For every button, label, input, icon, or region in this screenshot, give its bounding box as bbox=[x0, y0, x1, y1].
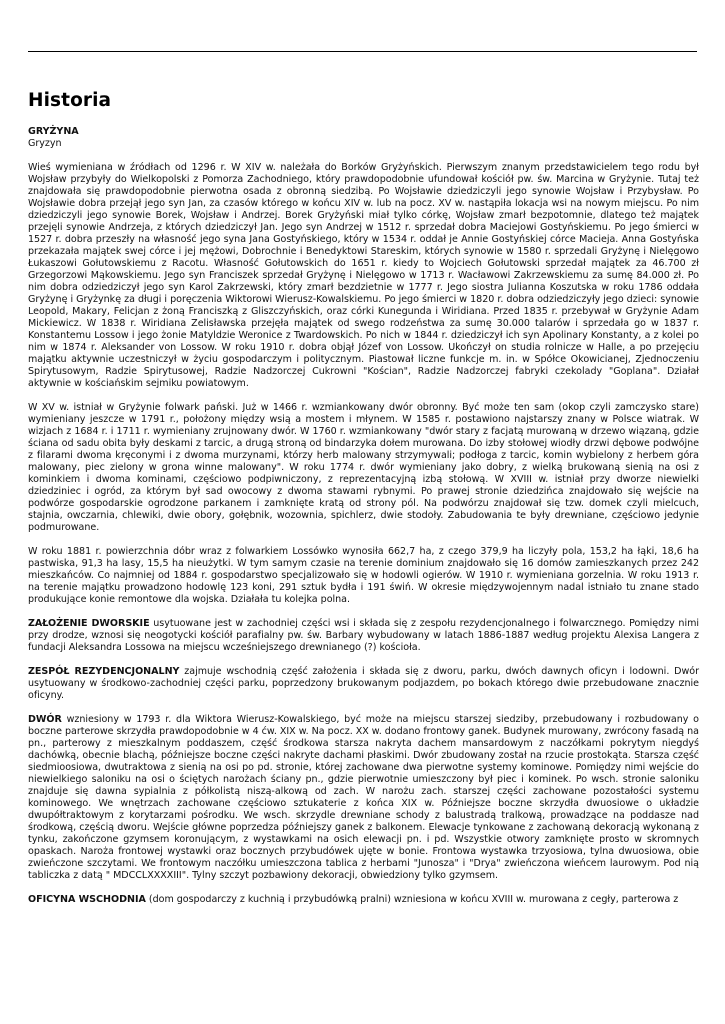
page-title: Historia bbox=[28, 90, 112, 111]
top-rule bbox=[28, 51, 697, 52]
article-body bbox=[28, 126, 699, 918]
section-zalozenie bbox=[28, 618, 699, 654]
section-text-oficyna: (dom gospodarczy z kuchnią i przybudówką pralni) wzniesiona w końcu XVIII w. murowana z cegły, parterowa z bbox=[145, 894, 679, 905]
section-heading-zespol: ZESPÓŁ REZYDENCJONALNY bbox=[28, 666, 180, 677]
section-text-zalozenie: usytuowane jest w zachodniej części wsi i składa się z zespołu rezydencjonalnego i folwarcznego. Pomiędzy nimi przy drodze, wznosi się neogotycki kościół parafialny pw. św. Barbary wybudowany w latach 1886-1887 według projektu Alexisa Langera z fundacji Aleksandra Lossowa na miejscu wcześniejszego drewnianego (?) kościoła. bbox=[28, 618, 699, 653]
section-heading-oficyna: OFICYNA WSCHODNIA bbox=[28, 894, 146, 905]
history-paragraph-1: Wieś wymieniana w źródłach od 1296 r. W XIV w. należała do Borków Gryżyńskich. Pierwszym znanym przedstawicielem tego rodu był Wojsław przybyły do Wielkopolski z Pomorza Zachodniego, który prawdopodobnie ufundował kościół pw. św. Marcina w Gryżynie. Tutaj też znajdowała się prawdopodobnie pierwotna osada z obronną siedzibą. Po Wojsławie dziedziczyli jego synowie Wojsław i Przybysław. Po Wojsławie dobra przejął jego syn Jan, za czasów którego w końcu XIV w. lub na pocz. XV w. nastąpiła lokacja wsi na nowym miejscu. Po nim dziedziczyli jego synowie Borek, Wojsław i Andrzej. Borek Gryżyński miał tylko córkę, Wojsław zmarł bezpotomnie, dlatego też majątek przejęli synowie Andrzeja, z których dziedziczył Jan. Jego syn Andrzej w 1512 r. sprzedał dobra Maciejowi Gostyńskiemu. Po jego śmierci w 1527 r. dobra przeszły na własność jego syna Jana Gostyńskiego, który w 1534 r. oddał je Annie Gostyńskiej córce Macieja. Anna Gostyńska przekazała majątek swej córce i jej mężowi, Dobrochnie i Benedyktowi Stareskim, których synowie w 1580 r. sprzedali Gryżynę i Nielęgowo Łukaszowi Gołutowskiemu z Racotu. Własność Gołutowskich do 1651 r. kiedy to Wojciech Gołutowski sprzedał majątek za 46.700 zł Grzegorzowi Mąkowskiemu. Jego syn Franciszek sprzedał Gryżynę i Nielęgowo w 1713 r. Wacławowi Zakrzewskiemu za sumę 84.000 zł. Po nim dobra odziedziczył jego syn Karol Zakrzewski, który zmarł bezdzietnie w 1777 r. Jego siostra Julianna Koszutska w roku 1786 oddała Gryżynę i Gryżynkę za długi i poręczenia Wiktorowi Wierusz-Kowalskiemu. Po jego śmierci w 1820 r. dobra odziedziczyły jego dzieci: synowie Leopold, Makary, Felicjan z żoną Franciszką z Gliszczyńskich, oraz córki Kunegunda i Wiridiana. Przed 1835 r. przebywał w Gryżynie Adam Mickiewicz. W 1838 r. Wiridiana Zelisławska przejęła majątek od swego rodzeństwa za sumę 30.000 talarów i sprzedała go w 1837 r. Konstantemu Lossow i jego żonie Matyldzie Weronice z Twardowskich. Po nich w 1844 r. dziedziczył ich syn Apolinary Konstanty, a z kolei po nim w 1874 r. Aleksander von Lossow. W roku 1910 r. dobra objął Józef von Lossow. Ukończył on studia rolnicze w Halle, a po przejęciu majątku aktywnie uczestniczył w życiu gospodarczym i politycznym. Piastował liczne funkcje m. in. w Spółce Okowicianej, Zjednoczeniu Spirytusowym, Radzie Spirytusowej, Radzie Nadzorczej Cukrowni "Kościan", Radzie Nadzorczej fabryki czekolady "Goplana". Działał aktywnie w kościańskim sejmiku powiatowym. bbox=[28, 162, 699, 389]
section-dwor bbox=[28, 714, 699, 882]
section-heading-zalozenie: ZAŁOŻENIE DWORSKIE bbox=[28, 618, 150, 629]
village-name: GRYŻYNA bbox=[28, 126, 79, 137]
history-paragraph-3: W roku 1881 r. powierzchnia dóbr wraz z folwarkiem Lossówko wynosiła 662,7 ha, z czego 379,9 ha liczyły pola, 153,2 ha łąki, 18,6 ha pastwiska, 91,3 ha lasy, 15,5 ha nieużytki. W tym samym czasie na terenie dominium znajdowało się 16 domów zamieszkanych przez 242 mieszkańców. Co najmniej od 1884 r. gospodarstwo specjalizowało się w hodowli ogierów. W 1910 r. wymieniana gorzelnia. W roku 1913 r. na terenie majątku prowadzono hodowlę 123 koni, 291 sztuk bydła i 191 świń. W okresie międzywojennym nadal istniało tu znane stado produkujące konie remontowe dla wojska. Działała tu kolejka polna. bbox=[28, 546, 699, 605]
section-text-zespol: zajmuje wschodnią część założenia i składa się z dworu, parku, dwóch dawnych oficyn i lodowni. Dwór usytuowany w środkowo-zachodniej części parku, poprzedzony brukowanym podjazdem, po bokach którego dwie przebudowane znacznie oficyny. bbox=[28, 666, 699, 701]
section-text-dwor: wzniesiony w 1793 r. dla Wiktora Wierusz-Kowalskiego, być może na miejscu starszej siedziby, przebudowany i rozbudowany o boczne parterowe skrzydła prawdopodobnie w 4 ćw. XIX w. Na pocz. XX w. dodano frontowy ganek. Budynek murowany, zwrócony fasadą na pn., parterowy z mieszkalnym poddaszem, część środkowa starsza nakryta dachem mansardowym z naczółkami pokrytym niegdyś dachówką, obecnie blachą, późniejsze boczne części nakryte dachami płaskimi. Dwór zbudowany został na rzucie prostokąta. Starsza część siedmioosiowa, dwutraktowa z sienią na osi po pd. stronie, której zachowane dwa pierwotne systemy kominowe. Pomiędzy nimi wejście do niewielkiego saloniku na osi o ściętych narożach ściany pn., gdzie pierwotnie umieszczony był piec i kominek. Po wsch. stronie saloniku znajduje się dawna sypialnia z półkolistą niszą-alkową od zach. W narożu zach. starszej części zachowane pozostałości systemu kominowego. We wnętrzach zachowane częściowo sztukaterie z końca XIX w. Późniejsze boczne skrzydła dwuosiowe o układzie dwupółtraktowym z korytarzami pośrodku. We wsch. skrzydle drewniane schody z balustradą tralkową, prowadzące na poddasze nad środkową, częścią dworu. Wejście główne poprzedza późniejszy ganek z balkonem. Elewacje tynkowane z zachowaną dekoracją wykonaną z tynku, zakończone gzymsem koronującym, z wystawkami na osich elewacji pn. i pd. Wszystkie otwory zamknięte prosto w skromnych opaskach. Naroża frontowej wystawki oraz bocznych przybudówek ujęte w bonie. Frontowa wystawka trzyosiowa, tylna dwuosiowa, obie zwieńczone szczytami. We frontowym naczółku umieszczona tablica z herbami "Junosza" i "Drya" zwieńczona wieńcem laurowym. Pod nią tabliczka z datą " MDCCLXXXXIII". Tylny szczyt pozbawiony dekoracji, obwiedziony tylko gzymsem. bbox=[28, 714, 699, 881]
history-paragraph-2: W XV w. istniał w Gryżynie folwark pański. Już w 1466 r. wzmiankowany dwór obronny. Być może ten sam (okop czyli zamczysko stare) wymieniany jeszcze w 1791 r., położony między wsią a mostem i młynem. W 1585 r. postawiono najstarszy znany w Polsce wiatrak. W wizjach z 1684 r. i 1711 r. wymieniany zrujnowany dwór. W 1760 r. wzmiankowany "dwór stary z facjatą murowaną w drzewo wiązaną, gdzie ściana od sadu obita były deskami z tarcic, a drugą stroną od bindarzyka dołem murowana. Do izby stołowej wiodły drzwi dębowe podwójne z filarami dwoma kręconymi i z dwoma murzynami, którzy herb malowany strzymywali; podłoga z tarcic, komin wybielony z herbem góra malowany, piec zielony w grona winne malowany". W roku 1774 r. dwór wymieniany jako dobry, z wielką brukowaną sienią na osi z kominkiem i dwoma kominami, częściowo podpiwniczony, z reprezentacyjną izbą stołową. W XVIII w. istniał przy dworze niewielki dziedziniec i ogród, za którym był sad owocowy z dwoma stawami rybnymi. Po prawej stronie dziedzińca znajdowało się wejście na podwórze gospodarskie ogrodzone parkanem i zamknięte kratą od strony pól. Na podwórzu znajdował się tzw. domek czyli mielcuch, stajnia, owczarnia, chlewiki, dwie obory, gołębnik, wozownia, spichlerz, dwie stodoły. Zabudowania te były drewniane, częściowo jedynie podmurowane. bbox=[28, 402, 699, 533]
section-zespol bbox=[28, 666, 699, 702]
section-heading-dwor: DWÓR bbox=[28, 714, 62, 725]
village-german-name: Gryzyn bbox=[28, 138, 62, 149]
section-oficyna bbox=[28, 894, 699, 906]
